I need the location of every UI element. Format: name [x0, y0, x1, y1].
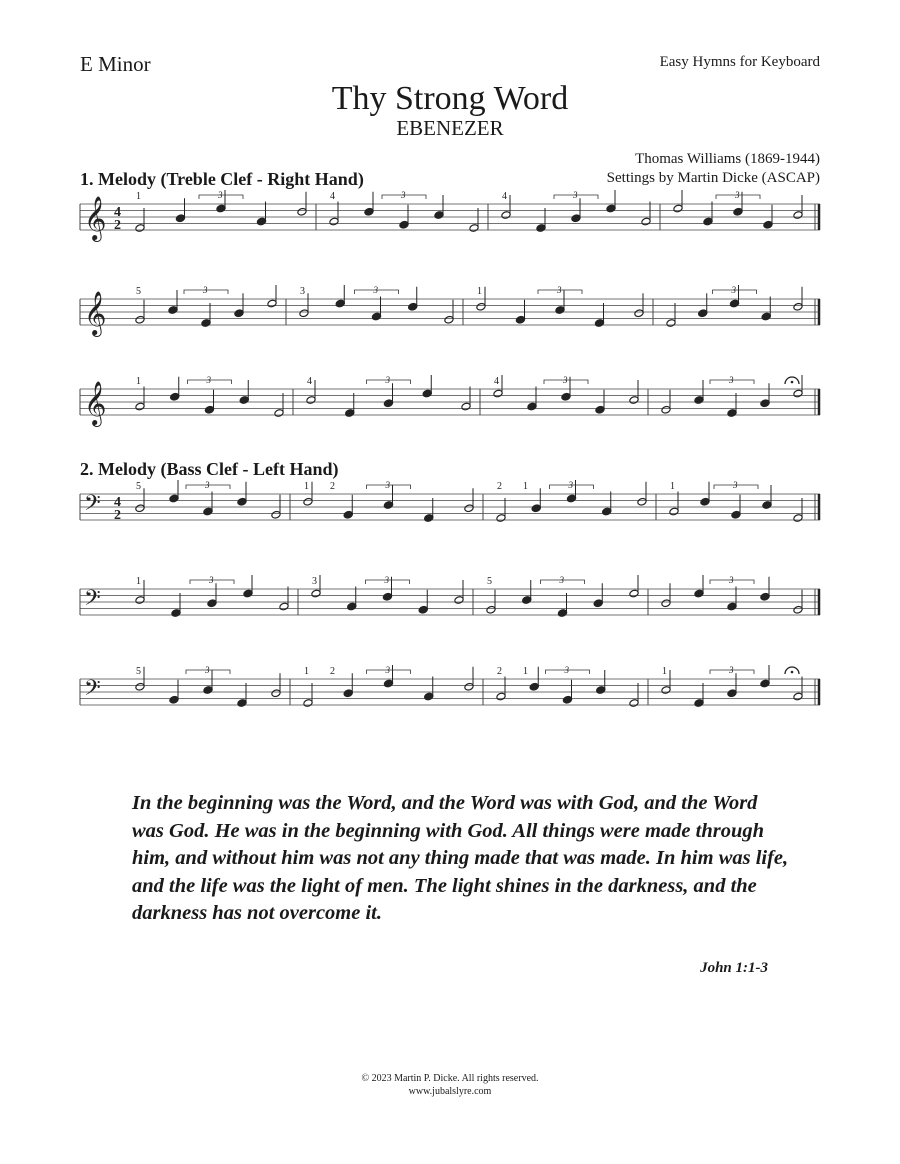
tune-name: EBENEZER — [396, 116, 504, 140]
arranger-credit: Settings by Martin Dicke (ASCAP) — [606, 170, 820, 186]
treble-staff-system — [78, 190, 822, 250]
triplet-mark: 3 — [203, 285, 208, 295]
section-label-treble: 1. Melody (Treble Clef - Right Hand) — [80, 169, 364, 189]
bass-staff-system — [78, 575, 822, 635]
triplet-mark: 3 — [559, 575, 564, 585]
bass-clef-icon: 𝄢 — [84, 491, 101, 521]
credits — [607, 150, 820, 188]
fingering-number: 1 — [304, 481, 309, 492]
fingering-number: 1 — [136, 376, 141, 387]
time-signature-top: 4 — [114, 205, 121, 220]
fingering-number: 3 — [300, 286, 305, 297]
fingering-number: 3 — [312, 576, 317, 587]
copyright-notice: © 2023 Martin P. Dicke. All rights reserved. — [361, 1073, 539, 1084]
triplet-mark: 3 — [729, 665, 734, 675]
treble-clef-icon: 𝄞 — [84, 381, 107, 425]
fingering-number: 1 — [523, 666, 528, 677]
triplet-mark: 3 — [209, 575, 214, 585]
fermata-dot — [791, 671, 794, 674]
triplet-mark: 3 — [401, 190, 406, 200]
time-signature-bottom: 2 — [114, 508, 121, 523]
fingering-number: 4 — [307, 376, 312, 387]
fingering-number: 2 — [497, 666, 502, 677]
bass-staff-system — [78, 665, 822, 725]
fingering-number: 4 — [502, 191, 507, 202]
fingering-number: 5 — [136, 481, 141, 492]
bass-staff-system — [78, 480, 822, 540]
fingering-number: 1 — [670, 481, 675, 492]
fingering-number: 1 — [477, 286, 482, 297]
triplet-mark: 3 — [385, 665, 390, 675]
treble-staff-system — [78, 375, 822, 435]
hymn-title: Thy Strong Word — [331, 80, 569, 117]
fingering-number: 4 — [330, 191, 335, 202]
bass-clef-icon: 𝄢 — [84, 676, 101, 706]
fingering-number: 2 — [330, 666, 335, 677]
triplet-mark: 3 — [573, 190, 578, 200]
treble-clef-icon: 𝄞 — [84, 291, 107, 335]
triplet-mark: 3 — [205, 480, 210, 490]
bass-clef-icon: 𝄢 — [84, 586, 101, 616]
triplet-mark: 3 — [557, 285, 562, 295]
website-link[interactable]: www.jubalslyre.com — [408, 1086, 492, 1097]
triplet-mark: 3 — [373, 285, 378, 295]
triplet-mark: 3 — [385, 375, 390, 385]
triplet-mark: 3 — [205, 665, 210, 675]
triplet-mark: 3 — [206, 375, 211, 385]
treble-staff-system — [78, 285, 822, 345]
fingering-number: 1 — [523, 481, 528, 492]
triplet-mark: 3 — [729, 375, 734, 385]
fingering-number: 1 — [662, 666, 667, 677]
collection-title: Easy Hymns for Keyboard — [659, 54, 820, 70]
fermata-dot — [791, 381, 794, 384]
triplet-mark: 3 — [731, 285, 736, 295]
fingering-number: 2 — [330, 481, 335, 492]
key-signature-label: E Minor — [80, 52, 151, 76]
section-label-bass: 2. Melody (Bass Clef - Left Hand) — [80, 459, 339, 479]
triplet-mark: 3 — [564, 665, 569, 675]
triplet-mark: 3 — [218, 190, 223, 200]
time-signature-top: 4 — [114, 495, 121, 510]
footer — [0, 1072, 900, 1098]
fingering-number: 1 — [304, 666, 309, 677]
fingering-number: 5 — [136, 286, 141, 297]
fingering-number: 1 — [136, 576, 141, 587]
composer-credit: Thomas Williams (1869-1944) — [635, 151, 820, 167]
triplet-mark: 3 — [733, 480, 738, 490]
scripture-passage: In the beginning was the Word, and the Word was with God, and the Word was God. He was in the beginning with God. All things were made through him, and without him was not any thing made that was made. In him was life, and the life was the light of men. The light shines in the darkness, and the darkness has not overcome it. — [132, 792, 789, 924]
fingering-number: 4 — [494, 376, 499, 387]
time-signature-bottom: 2 — [114, 218, 121, 233]
triplet-mark: 3 — [568, 480, 573, 490]
scripture-reference: John 1:1-3 — [700, 960, 768, 976]
triplet-mark: 3 — [385, 480, 390, 490]
fingering-number: 1 — [136, 191, 141, 202]
triplet-mark: 3 — [384, 575, 389, 585]
treble-clef-icon: 𝄞 — [84, 196, 107, 240]
triplet-mark: 3 — [729, 575, 734, 585]
fingering-number: 5 — [487, 576, 492, 587]
fingering-number: 2 — [497, 481, 502, 492]
triplet-mark: 3 — [563, 375, 568, 385]
triplet-mark: 3 — [735, 190, 740, 200]
fingering-number: 5 — [136, 666, 141, 677]
